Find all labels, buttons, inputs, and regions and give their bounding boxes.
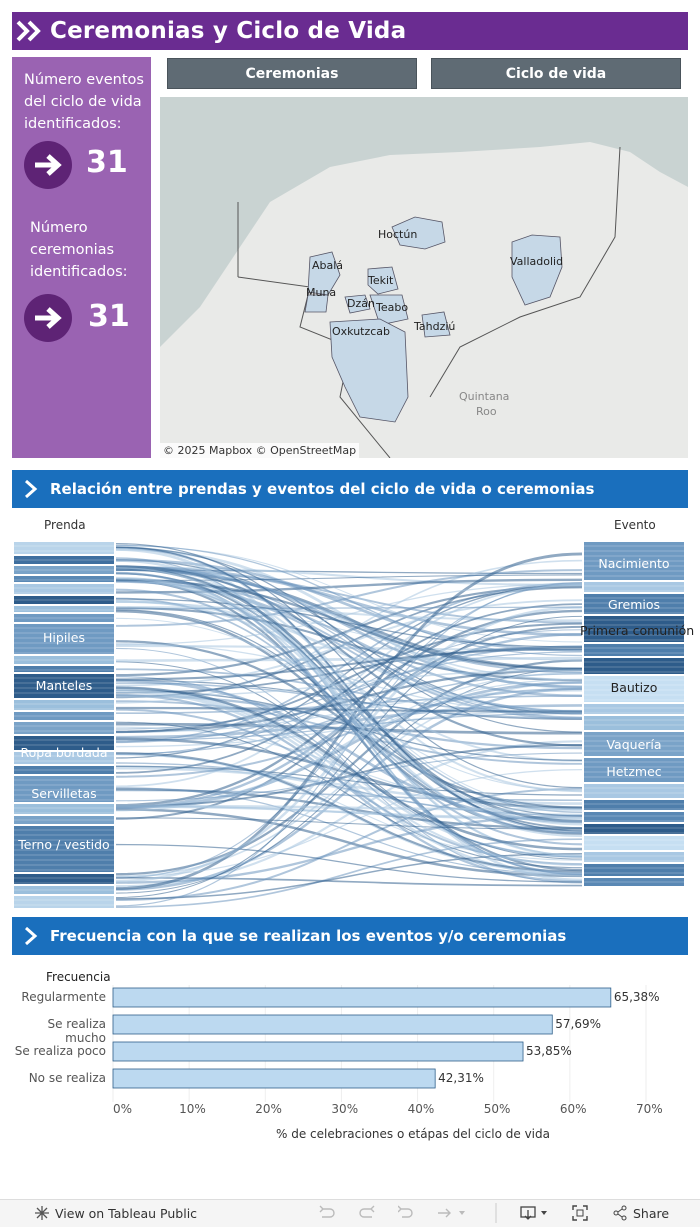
undo-icon[interactable] bbox=[318, 1205, 336, 1225]
kpi-panel bbox=[12, 57, 151, 458]
map-label-teabo: Teabo bbox=[376, 301, 409, 314]
bar-category-label: No se realiza bbox=[28, 1071, 106, 1085]
kpi-ceremonies-label: Número ceremonias identificados: bbox=[30, 220, 128, 280]
double-chevron-icon bbox=[12, 12, 50, 50]
dashboard-title: Ceremonias y Ciclo de Vida bbox=[50, 18, 407, 44]
share-button[interactable]: Share bbox=[633, 1206, 670, 1221]
map-label-roo: Roo bbox=[476, 405, 497, 418]
evento-node-11[interactable] bbox=[584, 784, 684, 798]
bar-2[interactable] bbox=[113, 1042, 523, 1061]
x-tick-label: 50% bbox=[483, 1102, 511, 1116]
x-axis-title: % de celebraciones o etápas del ciclo de vida bbox=[276, 1127, 550, 1141]
sankey-node-vaqueria: Vaquería bbox=[606, 737, 662, 752]
bar-0[interactable] bbox=[113, 988, 611, 1007]
tab-ciclo-de-vida[interactable]: Ciclo de vida bbox=[431, 58, 681, 89]
arrow-right-icon bbox=[24, 141, 72, 189]
view-on-tableau-link[interactable]: View on Tableau Public bbox=[55, 1206, 198, 1221]
evento-node-15[interactable] bbox=[584, 836, 684, 850]
chevron-right-icon bbox=[12, 926, 50, 946]
bar-chart-svg bbox=[0, 985, 700, 1145]
download-icon[interactable] bbox=[520, 1205, 550, 1225]
map-label-oxkutzcab: Oxkutzcab bbox=[332, 325, 391, 338]
sankey-node-primera-comunion: Primera comunión bbox=[580, 623, 695, 638]
map-label-hoctun: Hoctún bbox=[378, 228, 418, 241]
sankey-left-header: Prenda bbox=[44, 518, 86, 532]
sankey-diagram[interactable] bbox=[12, 540, 695, 912]
x-tick-label: 60% bbox=[559, 1102, 587, 1116]
map-label-tahdziu: Tahdziú bbox=[414, 320, 456, 333]
bar-3[interactable] bbox=[113, 1069, 435, 1088]
evento-node-4[interactable] bbox=[584, 644, 684, 656]
sankey-node-hetzmec: Hetzmec bbox=[606, 764, 662, 779]
map-attribution[interactable]: © 2025 Mapbox © OpenStreetMap bbox=[160, 443, 359, 458]
map-label-abala: Abalá bbox=[312, 259, 344, 272]
evento-node-17[interactable] bbox=[584, 864, 684, 876]
frequency-section-header bbox=[12, 917, 688, 955]
prenda-node-14[interactable] bbox=[14, 722, 114, 734]
sankey-right-header: Evento bbox=[614, 518, 656, 532]
kpi-ceremonies-value: 31 bbox=[88, 299, 130, 334]
map-canvas bbox=[160, 97, 688, 458]
x-tick-label: 10% bbox=[179, 1102, 206, 1116]
sankey-section-header bbox=[12, 470, 688, 508]
bar-category-label: Se realiza poco bbox=[14, 1044, 106, 1058]
sankey-node-bautizo: Bautizo bbox=[610, 680, 658, 695]
redo-icon[interactable] bbox=[358, 1205, 376, 1225]
toolbar-divider bbox=[495, 1203, 497, 1227]
map-label-tekit: Tekit bbox=[368, 274, 394, 287]
dashboard-title-bar bbox=[12, 12, 688, 50]
bar-value-label: 42,31% bbox=[438, 1071, 484, 1085]
forward-icon[interactable] bbox=[436, 1205, 466, 1225]
sankey-node-ropa-bordada: Ropa bordada bbox=[20, 745, 108, 760]
sankey-node-hipiles: Hipiles bbox=[43, 630, 85, 645]
revert-icon[interactable] bbox=[398, 1205, 416, 1225]
bar-1[interactable] bbox=[113, 1015, 552, 1034]
bar-category-label: Regularmente bbox=[21, 990, 106, 1004]
x-tick-label: 70% bbox=[636, 1102, 663, 1116]
sankey-node-terno-vestido: Terno / vestido bbox=[18, 837, 110, 852]
tab-ceremonias[interactable]: Ceremonias bbox=[167, 58, 417, 89]
tableau-toolbar bbox=[0, 1199, 700, 1227]
sankey-section-title: Relación entre prendas y eventos del ciclo de vida o ceremonias bbox=[50, 480, 595, 498]
bar-value-label: 65,38% bbox=[613, 990, 660, 1004]
prenda-node-10[interactable] bbox=[14, 666, 114, 672]
fullscreen-icon[interactable] bbox=[572, 1205, 588, 1225]
evento-node-8[interactable] bbox=[584, 716, 684, 730]
kpi-events-value: 31 bbox=[86, 145, 128, 180]
share-icon[interactable] bbox=[612, 1205, 628, 1225]
sankey-node-servilletas: Servilletas bbox=[31, 786, 97, 801]
sankey-node-manteles: Manteles bbox=[35, 678, 93, 693]
kpi-events-label: Número eventos del ciclo de vida identificados: bbox=[24, 72, 144, 132]
prenda-node-0[interactable] bbox=[14, 542, 114, 554]
map-label-valladolid: Valladolid bbox=[510, 255, 564, 268]
sankey-node-nacimiento: Nacimiento bbox=[598, 556, 670, 571]
map-label-muna: Muna bbox=[306, 286, 337, 299]
region-map[interactable] bbox=[160, 97, 688, 458]
map-label-quintana: Quintana bbox=[459, 390, 510, 403]
map-label-dzan: Dzán bbox=[347, 297, 375, 310]
tableau-logo-icon[interactable] bbox=[34, 1205, 50, 1225]
frequency-section-title: Frecuencia con la que se realizan los eventos y/o ceremonias bbox=[50, 927, 567, 945]
prenda-node-3[interactable] bbox=[14, 576, 114, 582]
frequency-column-header: Frecuencia bbox=[46, 970, 111, 984]
frequency-bar-chart[interactable] bbox=[0, 985, 700, 1145]
sankey-link[interactable] bbox=[116, 658, 582, 661]
chevron-right-icon bbox=[12, 479, 50, 499]
arrow-right-icon bbox=[24, 294, 72, 342]
x-tick-label: 0% bbox=[113, 1102, 133, 1116]
prenda-node-24[interactable] bbox=[14, 896, 114, 908]
bar-value-label: 57,69% bbox=[555, 1017, 602, 1031]
x-tick-label: 40% bbox=[407, 1102, 435, 1116]
sankey-node-gremios: Gremios bbox=[607, 597, 661, 612]
x-tick-label: 20% bbox=[255, 1102, 282, 1116]
x-tick-label: 30% bbox=[331, 1102, 359, 1116]
prenda-node-6[interactable] bbox=[14, 606, 114, 612]
bar-category-label: Se realiza mucho bbox=[47, 1017, 106, 1045]
bar-value-label: 53,85% bbox=[526, 1044, 572, 1058]
